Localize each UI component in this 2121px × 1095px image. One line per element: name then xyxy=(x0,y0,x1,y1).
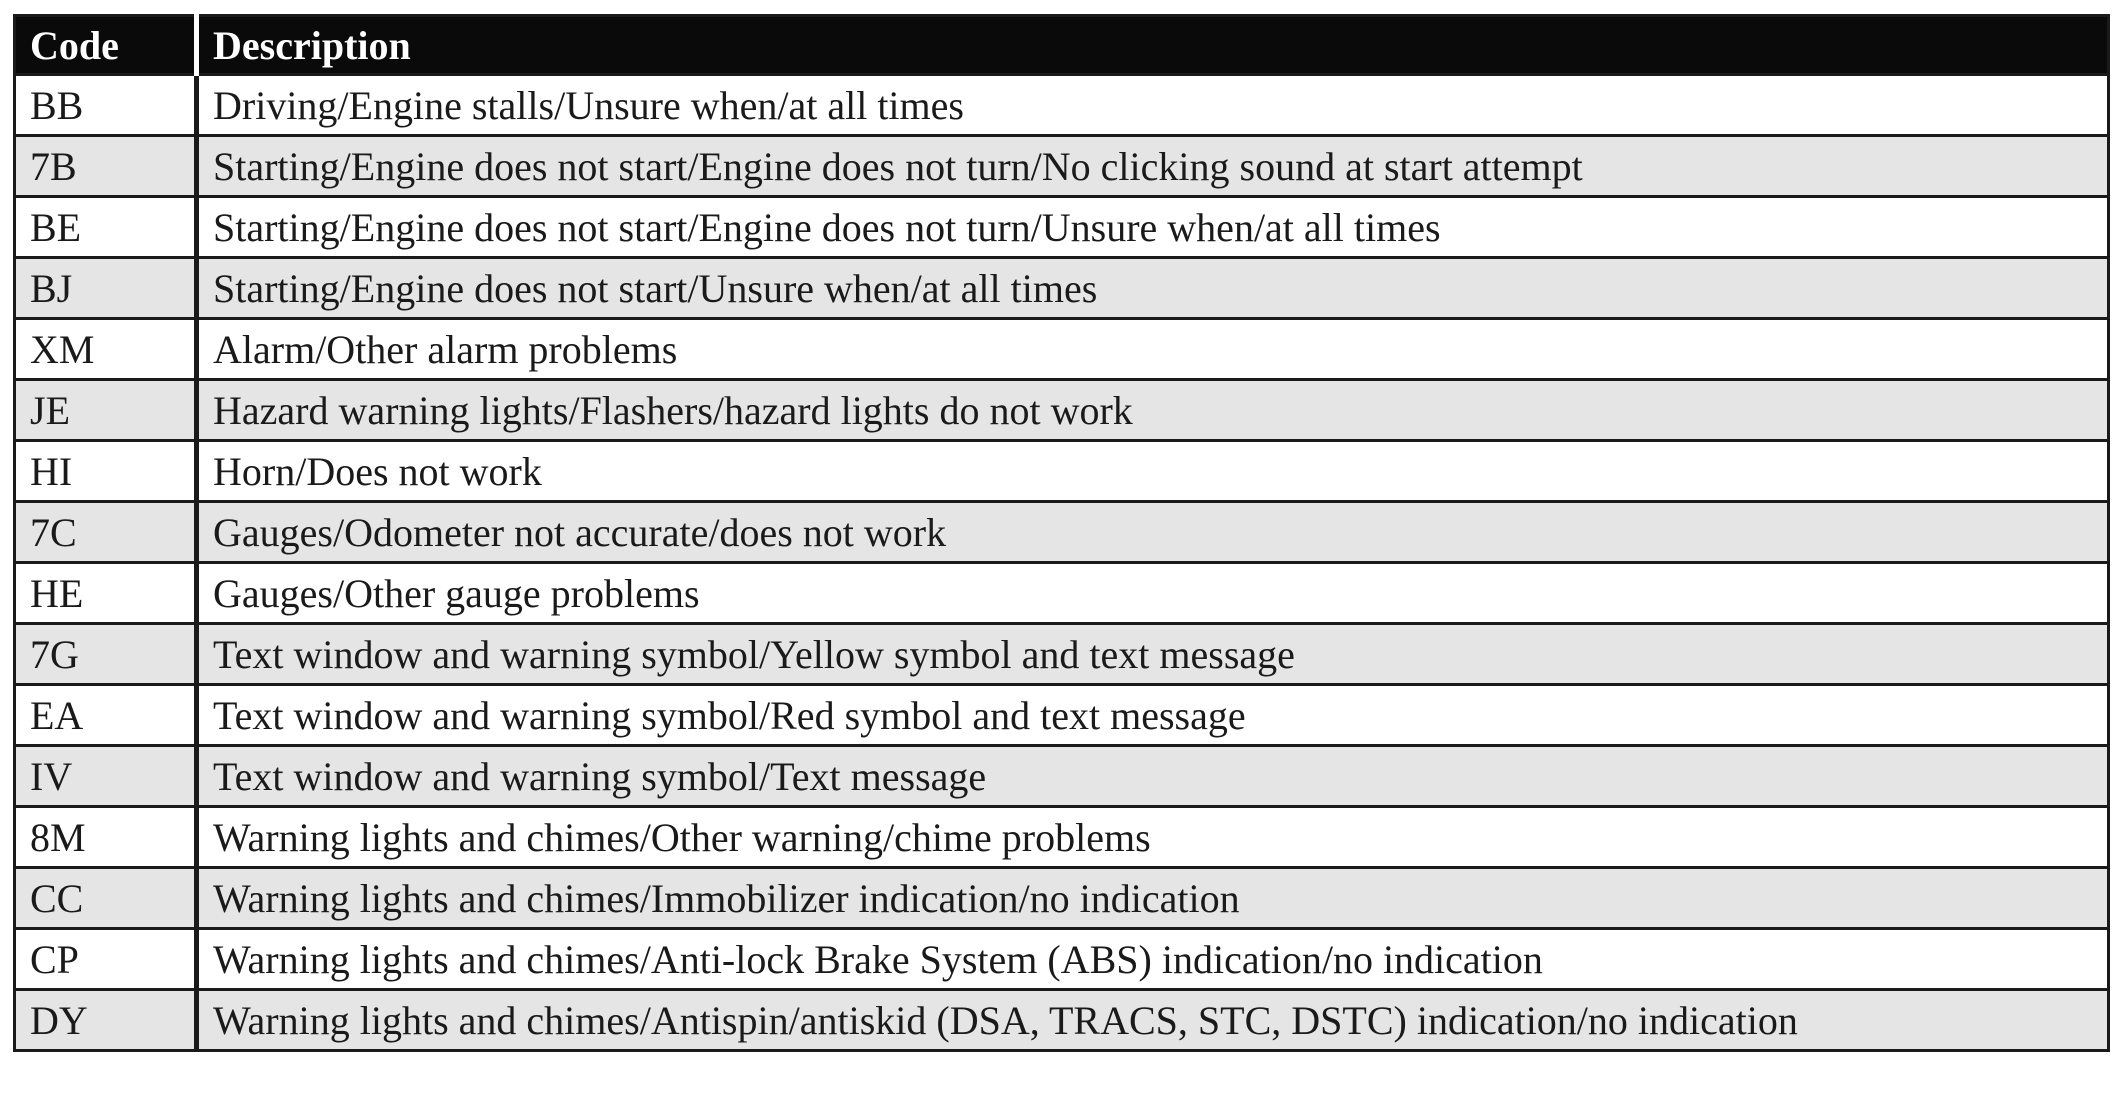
cell-code: XM xyxy=(15,319,197,380)
fault-code-table xyxy=(13,14,2110,1052)
table-row xyxy=(15,197,2109,258)
cell-description: Text window and warning symbol/Red symbol and text message xyxy=(197,685,2109,746)
table-row xyxy=(15,807,2109,868)
cell-description: Gauges/Other gauge problems xyxy=(197,563,2109,624)
column-header-code: Code xyxy=(15,16,197,75)
cell-code: 7C xyxy=(15,502,197,563)
cell-code: JE xyxy=(15,380,197,441)
cell-code: IV xyxy=(15,746,197,807)
table-row xyxy=(15,380,2109,441)
table-row xyxy=(15,441,2109,502)
cell-code: BJ xyxy=(15,258,197,319)
cell-description: Alarm/Other alarm problems xyxy=(197,319,2109,380)
table-row xyxy=(15,685,2109,746)
cell-code: CP xyxy=(15,929,197,990)
table-row xyxy=(15,75,2109,136)
cell-description: Hazard warning lights/Flashers/hazard lights do not work xyxy=(197,380,2109,441)
cell-description: Text window and warning symbol/Text message xyxy=(197,746,2109,807)
cell-description: Gauges/Odometer not accurate/does not work xyxy=(197,502,2109,563)
cell-description: Warning lights and chimes/Antispin/antiskid (DSA, TRACS, STC, DSTC) indication/no indication xyxy=(197,990,2109,1051)
cell-code: BB xyxy=(15,75,197,136)
cell-description: Starting/Engine does not start/Unsure when/at all times xyxy=(197,258,2109,319)
cell-description: Driving/Engine stalls/Unsure when/at all times xyxy=(197,75,2109,136)
cell-description: Horn/Does not work xyxy=(197,441,2109,502)
cell-description: Text window and warning symbol/Yellow symbol and text message xyxy=(197,624,2109,685)
cell-description: Warning lights and chimes/Anti-lock Brake System (ABS) indication/no indication xyxy=(197,929,2109,990)
column-header-description: Description xyxy=(197,16,2109,75)
cell-code: CC xyxy=(15,868,197,929)
table-row xyxy=(15,563,2109,624)
table-row xyxy=(15,746,2109,807)
cell-code: 7G xyxy=(15,624,197,685)
cell-code: BE xyxy=(15,197,197,258)
table-row xyxy=(15,258,2109,319)
cell-code: DY xyxy=(15,990,197,1051)
cell-code: HE xyxy=(15,563,197,624)
table-row xyxy=(15,624,2109,685)
table-row xyxy=(15,990,2109,1051)
table-row xyxy=(15,868,2109,929)
header-row xyxy=(15,16,2109,75)
table-row xyxy=(15,929,2109,990)
cell-description: Starting/Engine does not start/Engine does not turn/Unsure when/at all times xyxy=(197,197,2109,258)
cell-description: Warning lights and chimes/Other warning/chime problems xyxy=(197,807,2109,868)
table-row xyxy=(15,319,2109,380)
table-header xyxy=(15,16,2109,75)
table-body xyxy=(15,75,2109,1051)
cell-description: Warning lights and chimes/Immobilizer indication/no indication xyxy=(197,868,2109,929)
cell-code: 8M xyxy=(15,807,197,868)
cell-code: 7B xyxy=(15,136,197,197)
cell-code: HI xyxy=(15,441,197,502)
cell-description: Starting/Engine does not start/Engine does not turn/No clicking sound at start attempt xyxy=(197,136,2109,197)
cell-code: EA xyxy=(15,685,197,746)
table-row xyxy=(15,136,2109,197)
table-row xyxy=(15,502,2109,563)
